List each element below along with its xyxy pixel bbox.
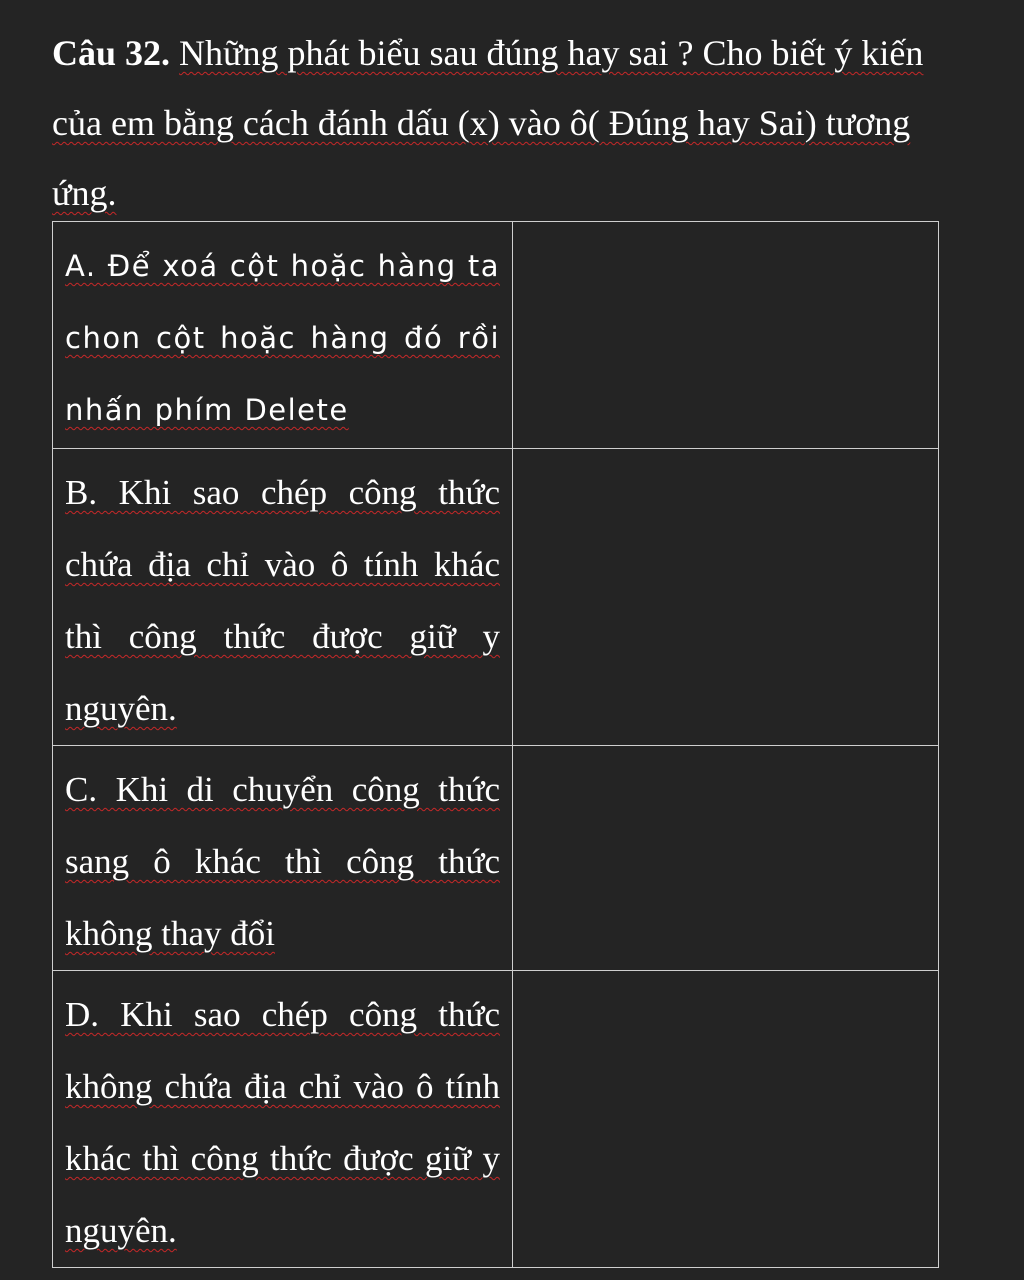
statement-c-cell [53, 746, 513, 971]
statement-b-cell [53, 449, 513, 746]
statement-b-text: B. Khi sao chép công thức chứa địa chỉ vào ô tính khác thì công thức được giữ y nguyên. [65, 473, 500, 728]
question-text: Những phát biểu sau đúng hay sai ? Cho biết ý kiến của em bằng cách đánh dấu (x) vào ô( Đúng hay Sai) tương ứng. [52, 33, 924, 213]
statement-c-text: C. Khi di chuyển công thức sang ô khác thì công thức không thay đổi [65, 770, 500, 953]
statement-d-text: D. Khi sao chép công thức không chứa địa chỉ vào ô tính khác thì công thức được giữ y nguyên. [65, 995, 500, 1250]
true-false-table [52, 221, 939, 1268]
statement-d-cell [53, 971, 513, 1268]
table-row [53, 449, 939, 746]
answer-a-cell[interactable] [513, 222, 939, 449]
statement-a-text: A. Để xoá cột hoặc hàng ta chon cột hoặc hàng đó rồi nhấn phím Delete [65, 249, 500, 427]
question-number: Câu 32. [52, 33, 171, 73]
answer-d-cell[interactable] [513, 971, 939, 1268]
table-row [53, 971, 939, 1268]
table-row [53, 746, 939, 971]
table-row [53, 222, 939, 449]
answer-b-cell[interactable] [513, 449, 939, 746]
question-prompt [52, 18, 942, 228]
answer-c-cell[interactable] [513, 746, 939, 971]
statement-a-cell [53, 222, 513, 449]
